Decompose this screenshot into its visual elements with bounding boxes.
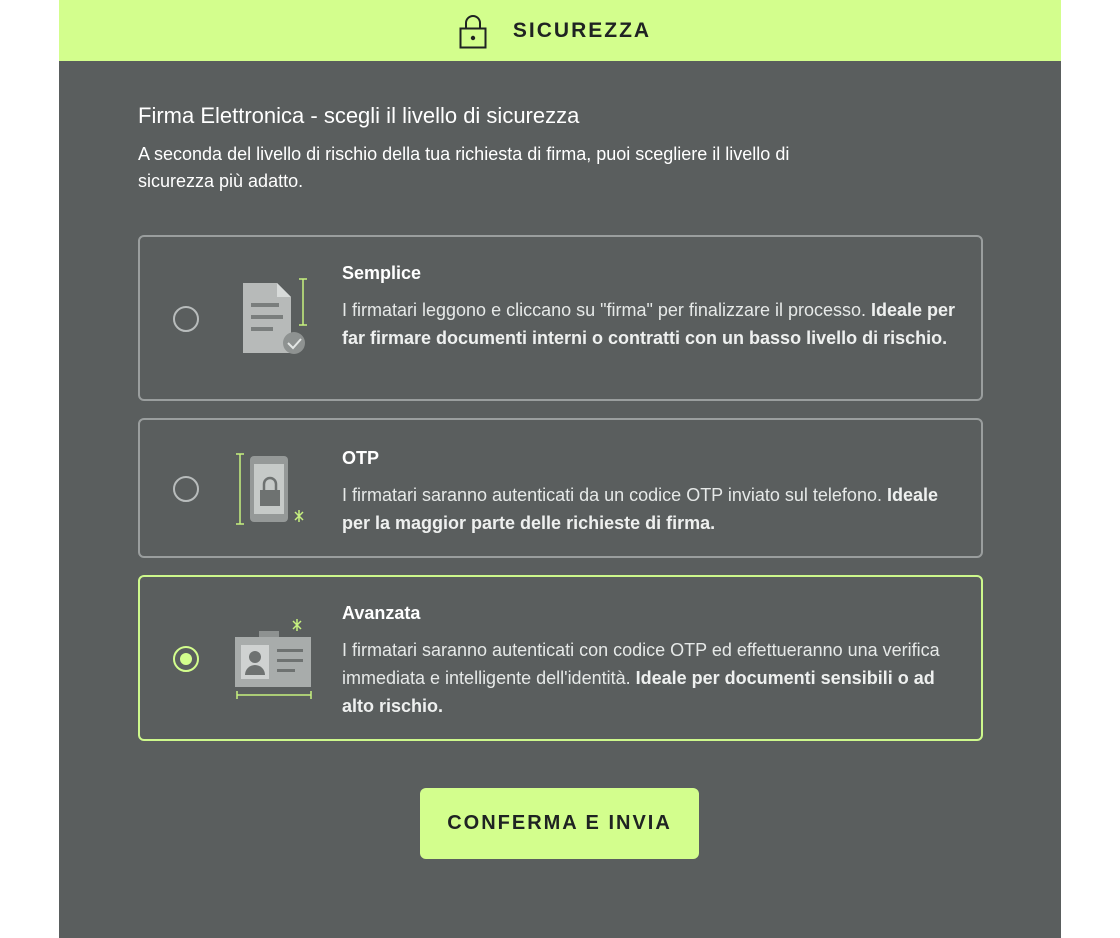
option-description: I firmatari saranno autenticati con codice OTP ed effettueranno una verifica immediata e intelligente dell'identità. Ideale per documenti sensibili o ad alto rischio. bbox=[342, 640, 940, 716]
option-title: OTP bbox=[342, 448, 380, 468]
phone-lock-icon bbox=[233, 452, 313, 528]
option-description: I firmatari saranno autenticati da un codice OTP inviato sul telefono. Ideale per la maggior parte delle richieste di firma. bbox=[342, 485, 939, 533]
panel-header bbox=[59, 0, 1061, 61]
security-panel bbox=[59, 0, 1061, 938]
option-title: Semplice bbox=[342, 263, 422, 283]
option-semplice-text bbox=[342, 263, 962, 352]
intro-section bbox=[138, 103, 983, 195]
radio-otp[interactable] bbox=[173, 476, 199, 502]
document-check-icon bbox=[233, 273, 313, 357]
lock-icon bbox=[459, 13, 487, 49]
id-card-icon bbox=[233, 617, 317, 701]
panel-title: SICUREZZA bbox=[512, 18, 652, 42]
radio-avanzata[interactable] bbox=[173, 646, 199, 672]
option-semplice[interactable] bbox=[138, 235, 983, 401]
option-avanzata-text bbox=[342, 603, 962, 720]
page-title: Firma Elettronica - scegli il livello di sicurezza bbox=[138, 103, 580, 128]
option-otp[interactable] bbox=[138, 418, 983, 558]
confirm-send-button[interactable]: CONFERMA E INVIA bbox=[420, 788, 699, 859]
option-otp-text bbox=[342, 448, 962, 537]
radio-semplice[interactable] bbox=[173, 306, 199, 332]
option-avanzata[interactable] bbox=[138, 575, 983, 741]
intro-text: A seconda del livello di rischio della tua richiesta di firma, puoi scegliere il livello di sicurezza più adatto. bbox=[138, 144, 790, 191]
option-title: Avanzata bbox=[342, 603, 421, 623]
option-description: I firmatari leggono e cliccano su "firma" per finalizzare il processo. Ideale per far firmare documenti interni o contratti con un basso livello di rischio. bbox=[342, 300, 956, 348]
radio-selected-dot bbox=[180, 653, 192, 665]
